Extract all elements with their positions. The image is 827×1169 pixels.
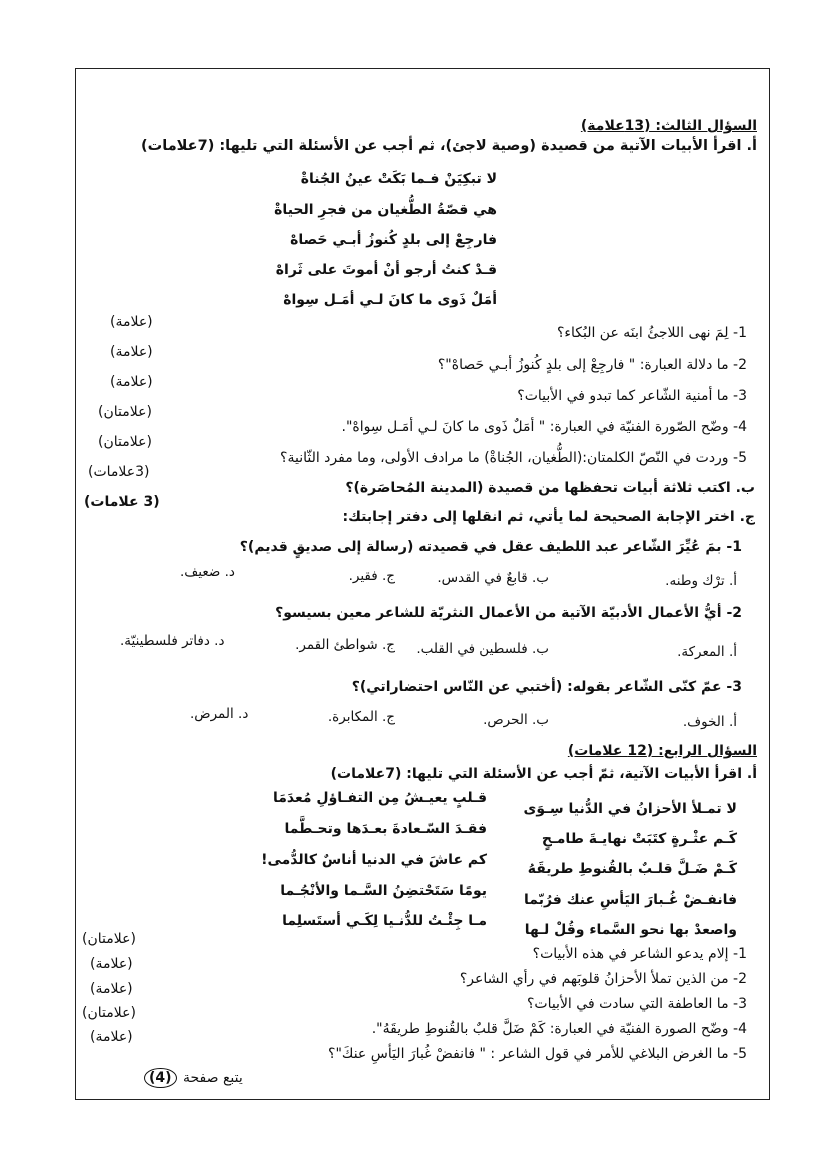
q3-question: 3- ما أمنية الشّاعر كما تبدو في الأبيات؟ <box>517 388 747 404</box>
q4-verse-right: لا تمـلأ الأحزانُ في الدُّنيا سِـوَى <box>523 801 737 817</box>
q3-question: 5- وردت في النّصّ الكلمتان:(الطُّغيان، الجُناةْ) ما مرادف الأولى، وما مفرد الثّانية؟ <box>280 450 747 466</box>
q4-verse-left: كم عاشَ في الدنيا أناسٌ كالدُّمى! <box>261 852 487 868</box>
q4-question: 2- من الذين تملأ الأحزانُ قلوبَهم في رأي الشاعر؟ <box>459 971 747 987</box>
footer-text: يتبع صفحة <box>183 1070 243 1086</box>
q3-question-mark: (علامة) <box>110 374 153 390</box>
q3-c-mark: (3 علامات) <box>84 494 160 510</box>
q4-a-intro: أ. اقرأ الأبيات الآتية، ثمّ أجب عن الأسئلة التي تليها: (7علامات) <box>330 766 757 782</box>
footer-continue <box>142 1068 243 1088</box>
q4-verse-right: كَـمْ ضَـلَّ قلـبٌ بالقُنوطِ طريقَهُ <box>527 861 737 877</box>
q3-verse: لا تبكِيَنْ فـما بَكَتْ عينُ الجُناةْ <box>300 171 497 187</box>
q3-question: 2- ما دلالة العبارة: " فارجِعْ إلى بلدٍ كُنوزُ أبـي حَصاهْ"؟ <box>437 357 747 373</box>
q4-question-mark: (علامتان) <box>82 1005 136 1021</box>
q3-verse: هي قصّةُ الطُّغيان من فجرِ الحياةْ <box>274 202 497 218</box>
q3-c-item: 1- بمَ عُيِّرَ الشّاعر عبد اللطيف عقل في قصيدته (رسالة إلى صديقٍ قديم)؟ <box>239 539 742 555</box>
q3-question: 4- وضّح الصّورة الفنيّة في العبارة: " أمَلٌ ذَوى ما كانَ لـي أمَـل سِواهْ". <box>341 419 747 435</box>
q3-c-option: ج. المكابرة. <box>327 709 395 725</box>
q3-b-mark: (3علامات) <box>88 464 150 480</box>
q3-question-mark: (علامتان) <box>98 434 152 450</box>
q3-a-intro: أ. اقرأ الأبيات الآتية من قصيدة (وصية لاجئ)، ثم أجب عن الأسئلة التي تليها: (7علامات) <box>141 138 757 154</box>
footer-page-number: (4) <box>144 1068 177 1088</box>
q3-c-option: ب. فلسطين في القلب. <box>416 641 549 657</box>
q3-c-item: 2- أيُّ الأعمال الأدبيّة الآتية من الأعمال النثريّة للشاعر معين بسيسو؟ <box>275 605 742 621</box>
q4-verse-left: مـا جِئْـتُ للدُّنـيا لِكَـي أستَسلِما <box>282 913 487 929</box>
q3-c-intro: ج. اختر الإجابة الصحيحة لما يأتي، ثم انقلها إلى دفتر إجابتك: <box>342 509 755 525</box>
q4-verse-right: فانفـضْ غُـبارَ اليَأسِ عنك فرُبّما <box>524 892 737 908</box>
q3-c-option: ب. قابعٌ في القدس. <box>437 570 549 586</box>
q4-question-mark: (علامة) <box>90 1029 133 1045</box>
q4-header: السؤال الرابع: (12 علامات) <box>567 743 757 759</box>
q3-verse: قـدْ كنتُ أرجو أنْ أموتَ على ثَراهْ <box>275 262 497 278</box>
q3-question-mark: (علامتان) <box>98 404 152 420</box>
q4-verse-right: كَـم عثْـرةٍ كتَبَتْ نهايـةَ طامـحٍ <box>541 831 737 847</box>
q3-header: السؤال الثالث: (13علامة) <box>580 118 757 134</box>
q4-verse-left: قـلبٍ يعيـشُ مِن التفـاؤلِ مُعدَمَا <box>272 790 487 806</box>
q3-question: 1- لِمَ نهى اللاجئُ ابنَه عن البُكاء؟ <box>556 325 747 341</box>
q4-question: 3- ما العاطفة التي سادت في الأبيات؟ <box>526 996 747 1012</box>
q3-c-option: د. المرض. <box>190 706 249 722</box>
q3-c-option: أ. الخوف. <box>682 714 737 730</box>
q3-verse: فارجِعْ إلى بلدٍ كُنوزُ أبـي حَصاهْ <box>290 232 497 248</box>
q4-verse-left: فقـدَ السّـعادةَ بعـدَها وتحـطَّما <box>284 821 487 837</box>
q3-c-option: ب. الحرص. <box>483 712 549 728</box>
q3-c-option: د. ضعيف. <box>180 564 235 580</box>
q3-c-option: د. دفاتر فلسطينيّة. <box>120 633 225 649</box>
q3-c-option: ج. فقير. <box>348 568 395 584</box>
q4-verse-right: واصعدْ بها نحو السَّماء وقُلْ لـها <box>524 922 737 938</box>
q3-c-item: 3- عمّ كنّى الشّاعر بقوله: (أختبي عن النّاس احتضاراتي)؟ <box>351 679 742 695</box>
q4-question-mark: (علامة) <box>90 981 133 997</box>
q4-question-mark: (علامتان) <box>82 931 136 947</box>
q3-verse: أمَلٌ ذَوى ما كانَ لـي أمَـل سِواهْ <box>283 292 497 308</box>
q4-question: 1- إلام يدعو الشاعر في هذه الأبيات؟ <box>532 946 747 962</box>
q4-question: 5- ما الغرض البلاغي للأمر في قول الشاعر : " فانفضْ غُبارَ اليَأسِ عنكَ"؟ <box>328 1046 747 1062</box>
q4-verse-left: يومًا سَتَحْتضِنُ السَّـما والأنْجُـما <box>280 883 487 899</box>
q3-c-option: أ. ترْك وطنه. <box>665 573 737 589</box>
q4-question-mark: (علامة) <box>90 956 133 972</box>
q3-question-mark: (علامة) <box>110 344 153 360</box>
q3-c-option: أ. المعركة. <box>677 644 737 660</box>
q3-c-option: ج. شواطئ القمر. <box>295 637 395 653</box>
q4-question: 4- وضّح الصورة الفنيّة في العبارة: كَمْ ضَلَّ قلبٌ بالقُنوطِ طريقَهُ". <box>371 1021 747 1037</box>
q3-b: ب. اكتب ثلاثة أبيات تحفظها من قصيدة (المدينة المُحاصَرة)؟ <box>345 480 755 496</box>
q3-question-mark: (علامة) <box>110 314 153 330</box>
